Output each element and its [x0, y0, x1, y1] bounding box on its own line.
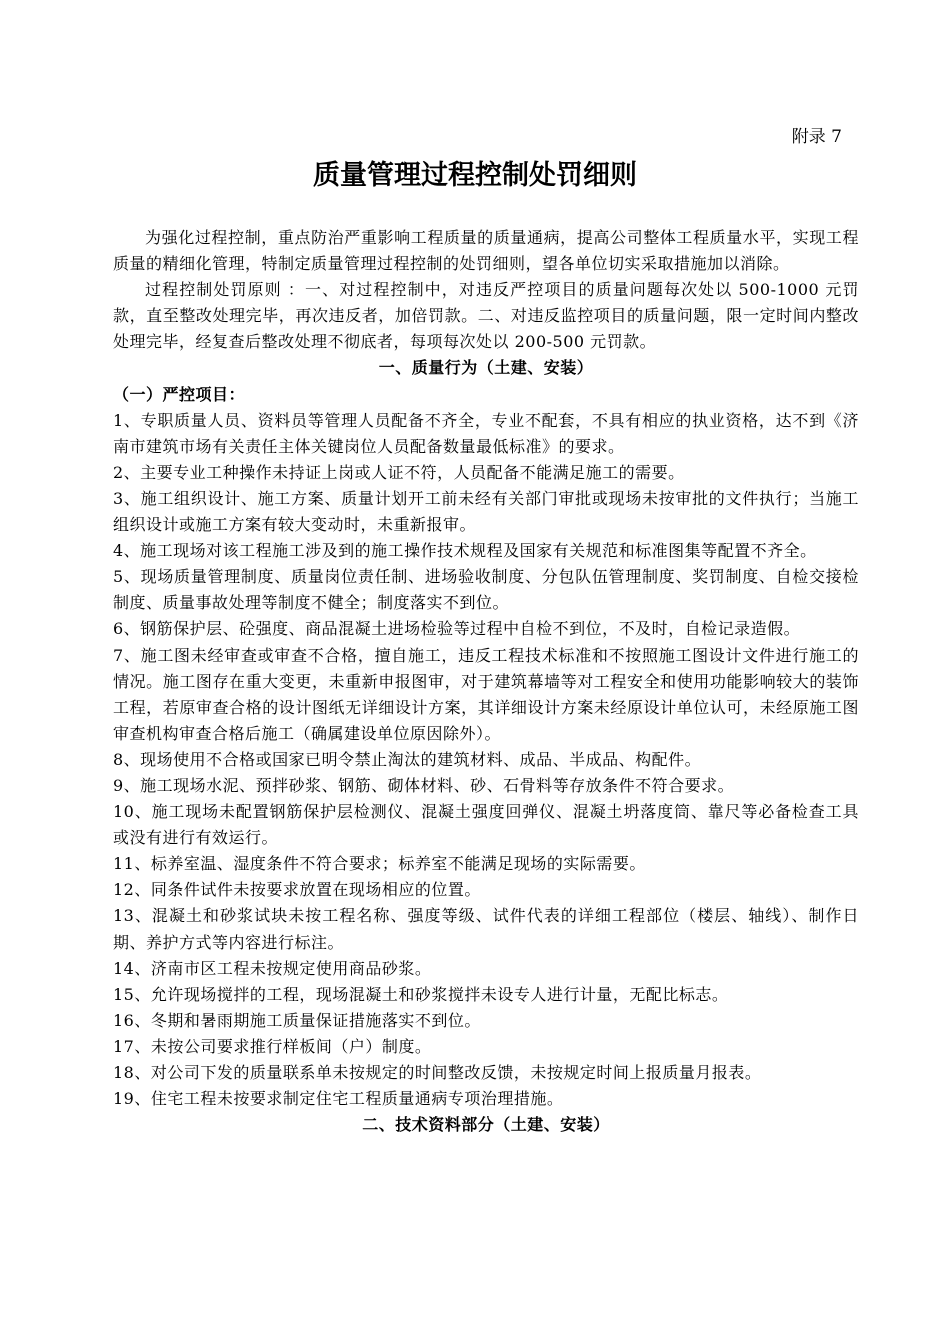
list-item: 2、主要专业工种操作未持证上岗或人证不符，人员配备不能满足施工的需要。: [113, 462, 685, 482]
list-item: 1、专职质量人员、资料员等管理人员配备不齐全，专业不配套，不具有相应的执业资格，达不到《济南市建筑市场有关责任主体关键岗位人员配备数量最低标准》的要求。: [113, 410, 859, 456]
document-title: 质量管理过程控制处罚细则: [313, 160, 637, 191]
list-item: 15、允许现场搅拌的工程，现场混凝土和砂浆搅拌未设专人进行计量，无配比标志。: [113, 984, 729, 1004]
list-item: 5、现场质量管理制度、质量岗位责任制、进场验收制度、分包队伍管理制度、奖罚制度、自检交接检制度、质量事故处理等制度不健全；制度落实不到位。: [113, 567, 859, 613]
list-item: 11、标养室温、湿度条件不符合要求；标养室不能满足现场的实际需要。: [113, 854, 646, 874]
document-body: [113, 225, 859, 1138]
list-item: 9、施工现场水泥、预拌砂浆、钢筋、砌体材料、砂、石骨料等存放条件不符合要求。: [113, 775, 735, 795]
list-item: 13、混凝土和砂浆试块未按工程名称、强度等级、试件代表的详细工程部位（楼层、轴线）、制作日期、养护方式等内容进行标注。: [113, 906, 859, 952]
list-item: 7、施工图未经审查或审查不合格，擅自施工，违反工程技术标准和不按照施工图设计文件进行施工的情况。施工图存在重大变更，未重新申报图审，对于建筑幕墙等对工程安全和使用功能影响较大的装饰工程，若原审查合格的设计图纸无详细设计方案，其详细设计方案未经原设计单位认可，未经原施工图审查机构审查合格后施工（确属建设单位原因除外）。: [113, 645, 859, 743]
appendix-label: 附录 7: [791, 127, 842, 147]
list-item: 18、对公司下发的质量联系单未按规定的时间整改反馈，未按规定时间上报质量月报表。: [113, 1063, 762, 1082]
list-item: 14、济南市区工程未按规定使用商品砂浆。: [113, 958, 432, 978]
list-item: 19、住宅工程未按要求制定住宅工程质量通病专项治理措施。: [113, 1089, 564, 1109]
penalty-principle-paragraph: 过程控制处罚原则 ：一、对过程控制中，对违反严控项目的质量问题每次处以 500-1000 元罚款，直至整改处理完毕，再次违反者，加倍罚款。二、对违反监控项目的质量问题，限一定时间内整改处理完毕，经复查后整改处理不彻底者，每项每次处以 200-500 元罚款。: [113, 280, 859, 352]
subheading-strict-control-items: （一）严控项目：: [113, 384, 246, 404]
list-item: 3、施工组织设计、施工方案、质量计划开工前未经有关部门审批或现场未按审批的文件执行；当施工组织设计或施工方案有较大变动时，未重新报审。: [113, 488, 859, 535]
list-item: 6、钢筋保护层、砼强度、商品混凝土进场检验等过程中自检不到位，不及时，自检记录造假。: [113, 619, 801, 639]
section-heading-quality-behavior: 一、质量行为（土建、安装）: [378, 358, 594, 378]
section-heading-technical-documents: 二、技术资料部分（土建、安装）: [362, 1115, 610, 1135]
list-item: 17、未按公司要求推行样板间（户）制度。: [113, 1036, 432, 1056]
list-item: 16、冬期和暑雨期施工质量保证措施落实不到位。: [113, 1010, 481, 1030]
list-item: 10、施工现场未配置钢筋保护层检测仪、混凝土强度回弹仪、混凝土坍落度筒、靠尺等必备检查工具或没有进行有效运行。: [113, 802, 859, 848]
intro-paragraph: 为强化过程控制，重点防治严重影响工程质量的质量通病，提高公司整体工程质量水平，实现工程质量的精细化管理，特制定质量管理过程控制的处罚细则，望各单位切实采取措施加以消除。: [113, 228, 859, 274]
list-item: 8、现场使用不合格或国家已明令禁止淘汰的建筑材料、成品、半成品、构配件。: [113, 749, 702, 769]
list-item: 4、施工现场对该工程施工涉及到的施工操作技术规程及国家有关规范和标准图集等配置不齐全。: [113, 541, 817, 561]
list-item: 12、同条件试件未按要求放置在现场相应的位置。: [113, 880, 481, 900]
